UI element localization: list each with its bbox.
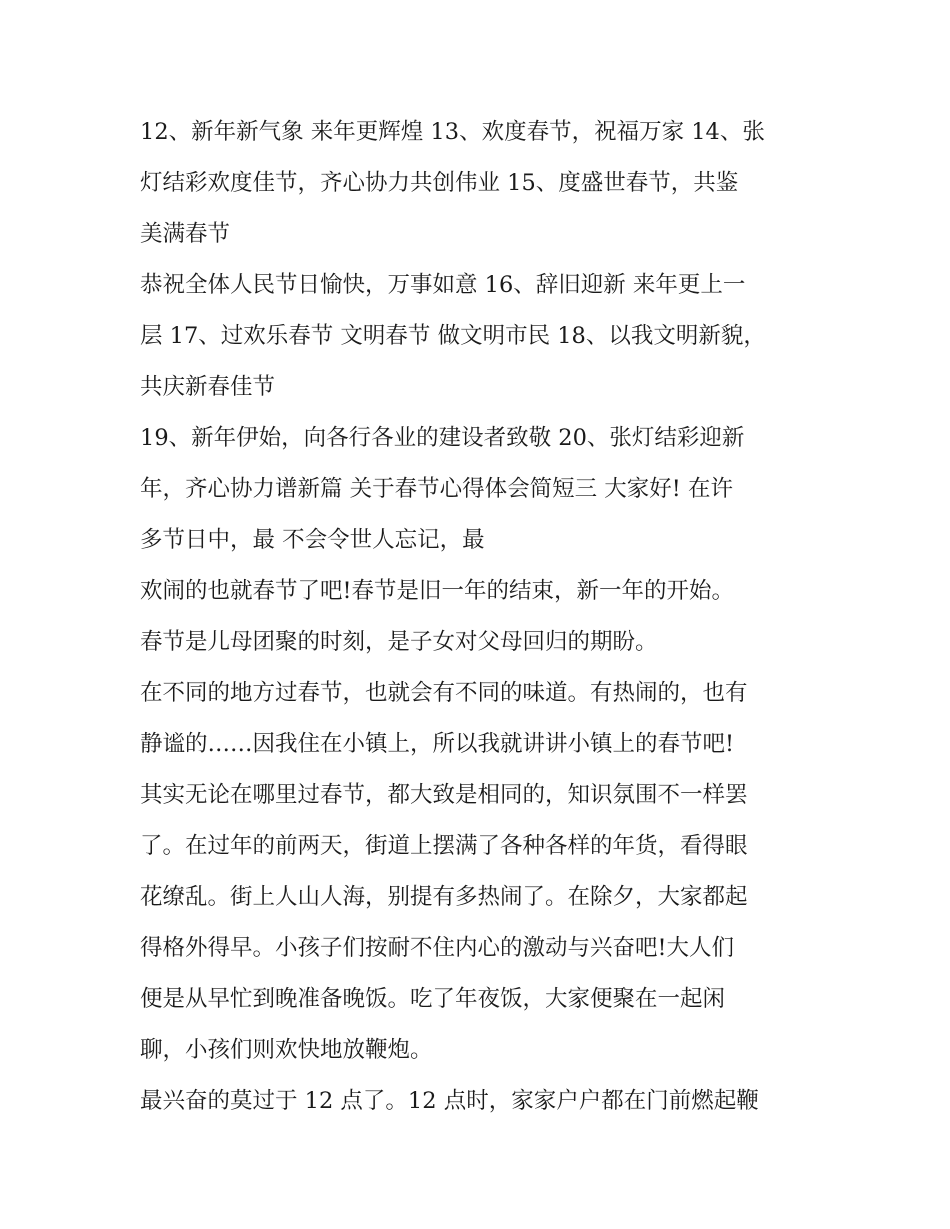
text-line: 便是从早忙到晚准备晚饭。吃了年夜饭，大家便聚在一起闲 bbox=[140, 986, 726, 1012]
text-line: 其实无论在哪里过春节，都大致是相同的，知识氛围不一样罢 bbox=[140, 782, 748, 808]
paragraph-1 bbox=[140, 107, 820, 260]
text-line: 共庆新春佳节 bbox=[140, 374, 276, 400]
text-line: 最兴奋的莫过于 12 点了。12 点时，家家户户都在门前燃起鞭 bbox=[140, 1088, 759, 1114]
document-body bbox=[140, 107, 820, 1127]
text-line: 12、新年新气象 来年更辉煌 13、欢度春节，祝福万家 14、张 bbox=[140, 119, 765, 145]
text-line: 静谧的……因我住在小镇上，所以我就讲讲小镇上的春节吧! bbox=[140, 731, 735, 757]
text-line: 了。在过年的前两天，街道上摆满了各种各样的年货，看得眼 bbox=[140, 833, 748, 859]
text-line: 花缭乱。街上人山人海，别提有多热闹了。在除夕，大家都起 bbox=[140, 884, 748, 910]
text-line: 美满春节 bbox=[140, 221, 231, 247]
text-line: 19、新年伊始，向各行各业的建设者致敬 20、张灯结彩迎新 bbox=[140, 425, 745, 451]
paragraph-3 bbox=[140, 413, 820, 566]
text-line: 欢闹的也就春节了吧!春节是旧一年的结束，新一年的开始。 bbox=[140, 578, 735, 604]
text-line: 多节日中，最 不会令世人忘记，最 bbox=[140, 527, 485, 553]
text-line: 恭祝全体人民节日愉快，万事如意 16、辞旧迎新 来年更上一 bbox=[140, 272, 746, 298]
text-line: 层 17、过欢乐春节 文明春节 做文明市民 18、以我文明新貌， bbox=[140, 323, 766, 349]
text-line: 年，齐心协力谱新篇 关于春节心得体会简短三 大家好! 在许 bbox=[140, 476, 733, 502]
text-line: 灯结彩欢度佳节，齐心协力共创伟业 15、度盛世春节，共鉴 bbox=[140, 170, 739, 196]
paragraph-2 bbox=[140, 260, 820, 413]
text-line: 春节是儿母团聚的时刻，是子女对父母回归的期盼。 bbox=[140, 629, 658, 655]
paragraph-4 bbox=[140, 566, 820, 668]
paragraph-6 bbox=[140, 1076, 820, 1127]
text-line: 聊，小孩们则欢快地放鞭炮。 bbox=[140, 1037, 433, 1063]
text-line: 在不同的地方过春节，也就会有不同的味道。有热闹的，也有 bbox=[140, 680, 748, 706]
paragraph-5 bbox=[140, 668, 820, 1076]
text-line: 得格外得早。小孩子们按耐不住内心的激动与兴奋吧!大人们 bbox=[140, 935, 735, 961]
